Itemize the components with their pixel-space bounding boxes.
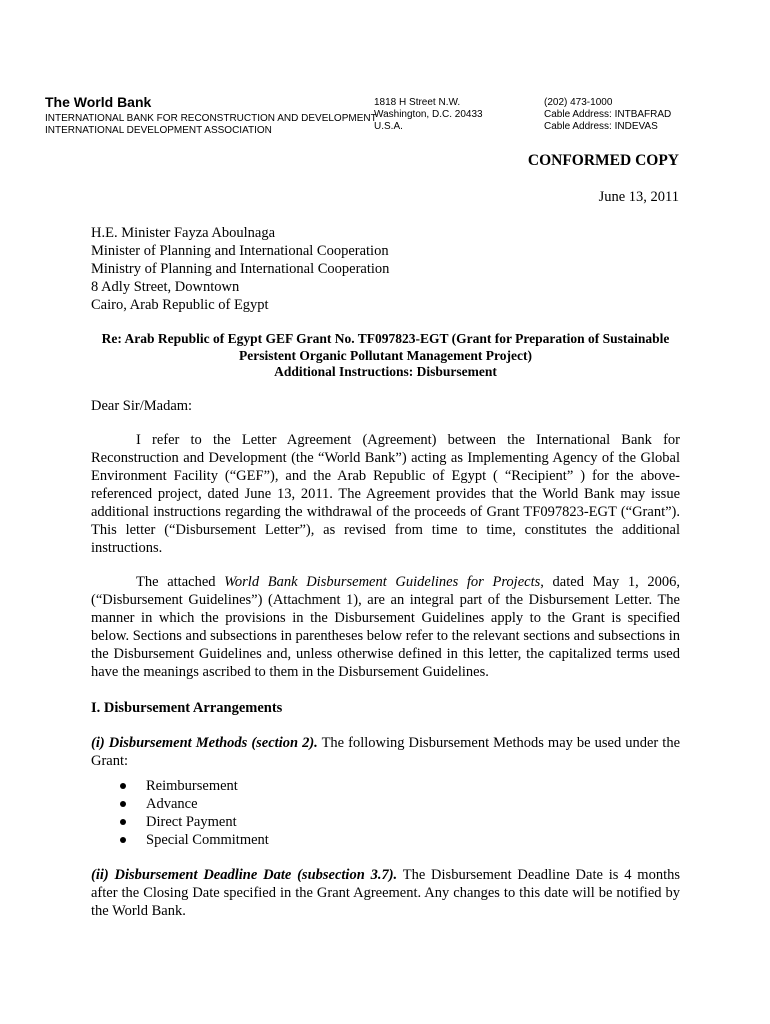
list-item [120,777,269,795]
list-item [120,813,269,831]
cable-address: Cable Address: INDEVAS [544,121,658,132]
conformed-copy-stamp: CONFORMED COPY [527,152,679,169]
org-name: The World Bank [45,94,152,110]
paragraph-guidelines-lead: The attached [136,574,225,590]
paragraph-agreement-text: I refer to the Letter Agreement (Agreement) between the International Bank for Reconstruction and Development (the “World Bank”) acting as Implementing Agency of the Global Environment Facility (“GEF”), and the Arab Republic of Egypt ( “Recipient” ) for the above-referenced project, dated June 13, 2011. The Agreement provides that the World Bank may issue additional instructions regarding the withdrawal of the proceeds of Grant TF097823-EGT (“Grant”). This letter (“Disbursement Letter”), as revised from time to time, constitutes the additional instructions. [91,432,680,556]
subject-line [91,331,680,381]
letter-date: June 13, 2011 [598,189,679,205]
org-line-ida: INTERNATIONAL DEVELOPMENT ASSOCIATION [45,125,272,136]
address-line: 1818 H Street N.W. [374,97,461,108]
list-item-label: Direct Payment [146,814,237,830]
disbursement-methods-list [120,777,269,849]
guidelines-title: World Bank Disbursement Guidelines for Projects [224,574,541,590]
recipient-line: H.E. Minister Fayza Aboulnaga [91,225,276,241]
letterhead-organization [45,94,377,137]
org-line-ibrd: INTERNATIONAL BANK FOR RECONSTRUCTION AND DEVELOPMENT [45,113,377,124]
recipient-address-block [91,224,389,314]
section-heading: I. Disbursement Arrangements [91,700,283,716]
bullet-icon [120,783,126,789]
recipient-line: Ministry of Planning and International Cooperation [91,261,390,277]
letterhead-address [374,97,483,133]
bullet-icon [120,837,126,843]
phone-number: (202) 473-1000 [544,97,613,108]
item-label: (ii) Disbursement Deadline Date (subsection 3.7). [91,867,398,883]
address-line: U.S.A. [374,121,403,132]
recipient-line: Cairo, Arab Republic of Egypt [91,297,269,313]
salutation: Dear Sir/Madam: [91,398,193,414]
list-item-label: Advance [146,796,198,812]
item-label: (i) Disbursement Methods (section 2). [91,735,318,751]
list-item-label: Special Commitment [146,832,269,848]
list-item [120,831,269,849]
cable-address: Cable Address: INTBAFRAD [544,109,672,120]
item-text: The following Disbursement Methods may be used under the Grant: [91,735,681,769]
recipient-line: Minister of Planning and International Cooperation [91,243,389,259]
letterhead-contact [544,97,671,133]
address-line: Washington, D.C. 20433 [374,109,483,120]
item-disbursement-methods [91,734,680,770]
list-item [120,795,269,813]
item-text: The Disbursement Deadline Date is 4 months after the Closing Date specified in the Grant Agreement. Any changes to this date will be notified by the World Bank. [91,867,680,919]
paragraph-agreement [91,431,680,557]
list-item-label: Reimbursement [146,778,238,794]
subject-line-3: Additional Instructions: Disbursement [274,364,497,379]
recipient-line: 8 Adly Street, Downtown [91,279,240,295]
paragraph-guidelines-rest: , dated May 1, 2006, (“Disbursement Guidelines”) (Attachment 1), are an integral part of the Disbursement Letter. The manner in which the provisions in the Disbursement Guidelines apply to the Grant is specified below. Sections and subsections in parentheses below refer to the relevant sections and subsections in the Disbursement Guidelines and, unless otherwise defined in this letter, the capitalized terms used have the meanings ascribed to them in the Disbursement Guidelines. [91,574,681,680]
subject-line-2: Persistent Organic Pollutant Management Project) [239,347,532,363]
subject-line-1: Re: Arab Republic of Egypt GEF Grant No. TF097823-EGT (Grant for Preparation of Sustainable [101,331,670,346]
bullet-icon [120,819,126,825]
paragraph-guidelines [91,573,680,681]
bullet-icon [120,801,126,807]
item-disbursement-deadline [91,866,680,920]
